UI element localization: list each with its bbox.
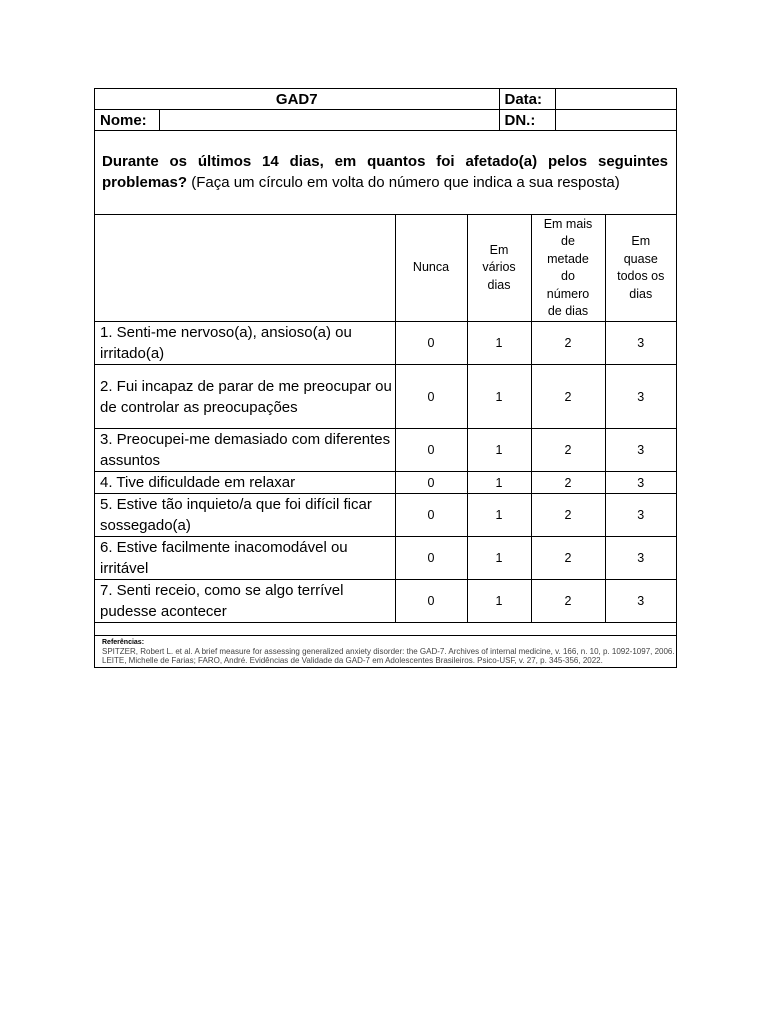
item-text: 3. Preocupei-me demasiado com diferentes assuntos bbox=[95, 429, 395, 472]
score-option[interactable]: 1 bbox=[467, 429, 531, 472]
score-option[interactable]: 1 bbox=[467, 494, 531, 537]
references bbox=[95, 636, 676, 667]
score-option[interactable]: 1 bbox=[467, 365, 531, 429]
column-header-more-than-half: Em mais de metade do número de dias bbox=[531, 215, 605, 322]
score-option[interactable]: 3 bbox=[605, 429, 676, 472]
gad7-form bbox=[94, 88, 677, 668]
score-option[interactable]: 0 bbox=[395, 429, 467, 472]
spacer-cell bbox=[95, 623, 676, 636]
header-table bbox=[95, 89, 676, 131]
dn-field[interactable] bbox=[555, 110, 676, 131]
item-row bbox=[95, 429, 676, 472]
score-option[interactable]: 2 bbox=[531, 322, 605, 365]
column-header-never: Nunca bbox=[395, 215, 467, 322]
score-option[interactable]: 3 bbox=[605, 537, 676, 580]
score-option[interactable]: 1 bbox=[467, 472, 531, 494]
score-option[interactable]: 3 bbox=[605, 494, 676, 537]
date-label: Data: bbox=[499, 89, 555, 110]
score-option[interactable]: 0 bbox=[395, 494, 467, 537]
item-row bbox=[95, 580, 676, 623]
score-option[interactable]: 3 bbox=[605, 580, 676, 623]
reference-2: LEITE, Michelle de Farias; FARO, André. Evidências de Validade da GAD-7 em Adolescentes Brasileiros. Psico-USF, v. 27, p. 345-356, 2022. bbox=[102, 656, 603, 665]
item-row bbox=[95, 322, 676, 365]
column-header-several-days: Em vários dias bbox=[467, 215, 531, 322]
spacer-row bbox=[95, 623, 676, 636]
name-field[interactable] bbox=[159, 110, 499, 131]
column-header-nearly-every-day: Em quase todos os dias bbox=[605, 215, 676, 322]
dn-label: DN.: bbox=[499, 110, 555, 131]
question-instruction: (Faça um círculo em volta do número que indica a sua resposta) bbox=[187, 174, 620, 191]
item-text: 6. Estive facilmente inacomodável ou irritável bbox=[95, 537, 395, 580]
reference-1: SPITZER, Robert L. et al. A brief measure for assessing generalized anxiety disorder: the GAD-7. Archives of internal medicine, v. 166, n. 10, p. 1092-1097, 2006. bbox=[102, 647, 675, 656]
score-option[interactable]: 0 bbox=[395, 365, 467, 429]
name-label: Nome: bbox=[95, 110, 159, 131]
score-option[interactable]: 2 bbox=[531, 537, 605, 580]
score-option[interactable]: 0 bbox=[395, 537, 467, 580]
item-column-header bbox=[95, 215, 395, 322]
item-text: 5. Estive tão inquieto/a que foi difícil ficar sossegado(a) bbox=[95, 494, 395, 537]
score-option[interactable]: 2 bbox=[531, 472, 605, 494]
score-option[interactable]: 2 bbox=[531, 580, 605, 623]
question-prompt bbox=[95, 131, 676, 214]
references-heading: Referências: bbox=[102, 639, 145, 646]
score-option[interactable]: 3 bbox=[605, 472, 676, 494]
item-row bbox=[95, 472, 676, 494]
score-option[interactable]: 0 bbox=[395, 472, 467, 494]
item-text: 1. Senti-me nervoso(a), ansioso(a) ou irritado(a) bbox=[95, 322, 395, 365]
question-text: Durante os últimos 14 dias, em quantos foi afetado(a) pelos seguintes problemas? bbox=[102, 153, 668, 191]
score-option[interactable]: 0 bbox=[395, 322, 467, 365]
item-text: 4. Tive dificuldade em relaxar bbox=[95, 472, 395, 494]
date-field[interactable] bbox=[555, 89, 676, 110]
score-option[interactable]: 1 bbox=[467, 537, 531, 580]
score-option[interactable]: 1 bbox=[467, 580, 531, 623]
item-text: 7. Senti receio, como se algo terrível pudesse acontecer bbox=[95, 580, 395, 623]
score-option[interactable]: 3 bbox=[605, 322, 676, 365]
form-title: GAD7 bbox=[95, 89, 499, 110]
score-option[interactable]: 1 bbox=[467, 322, 531, 365]
score-option[interactable]: 2 bbox=[531, 494, 605, 537]
score-option[interactable]: 0 bbox=[395, 580, 467, 623]
item-text: 2. Fui incapaz de parar de me preocupar ou de controlar as preocupações bbox=[95, 365, 395, 429]
items-table bbox=[95, 214, 676, 636]
score-option[interactable]: 2 bbox=[531, 429, 605, 472]
score-option[interactable]: 2 bbox=[531, 365, 605, 429]
item-row bbox=[95, 494, 676, 537]
item-row bbox=[95, 365, 676, 429]
item-row bbox=[95, 537, 676, 580]
score-option[interactable]: 3 bbox=[605, 365, 676, 429]
